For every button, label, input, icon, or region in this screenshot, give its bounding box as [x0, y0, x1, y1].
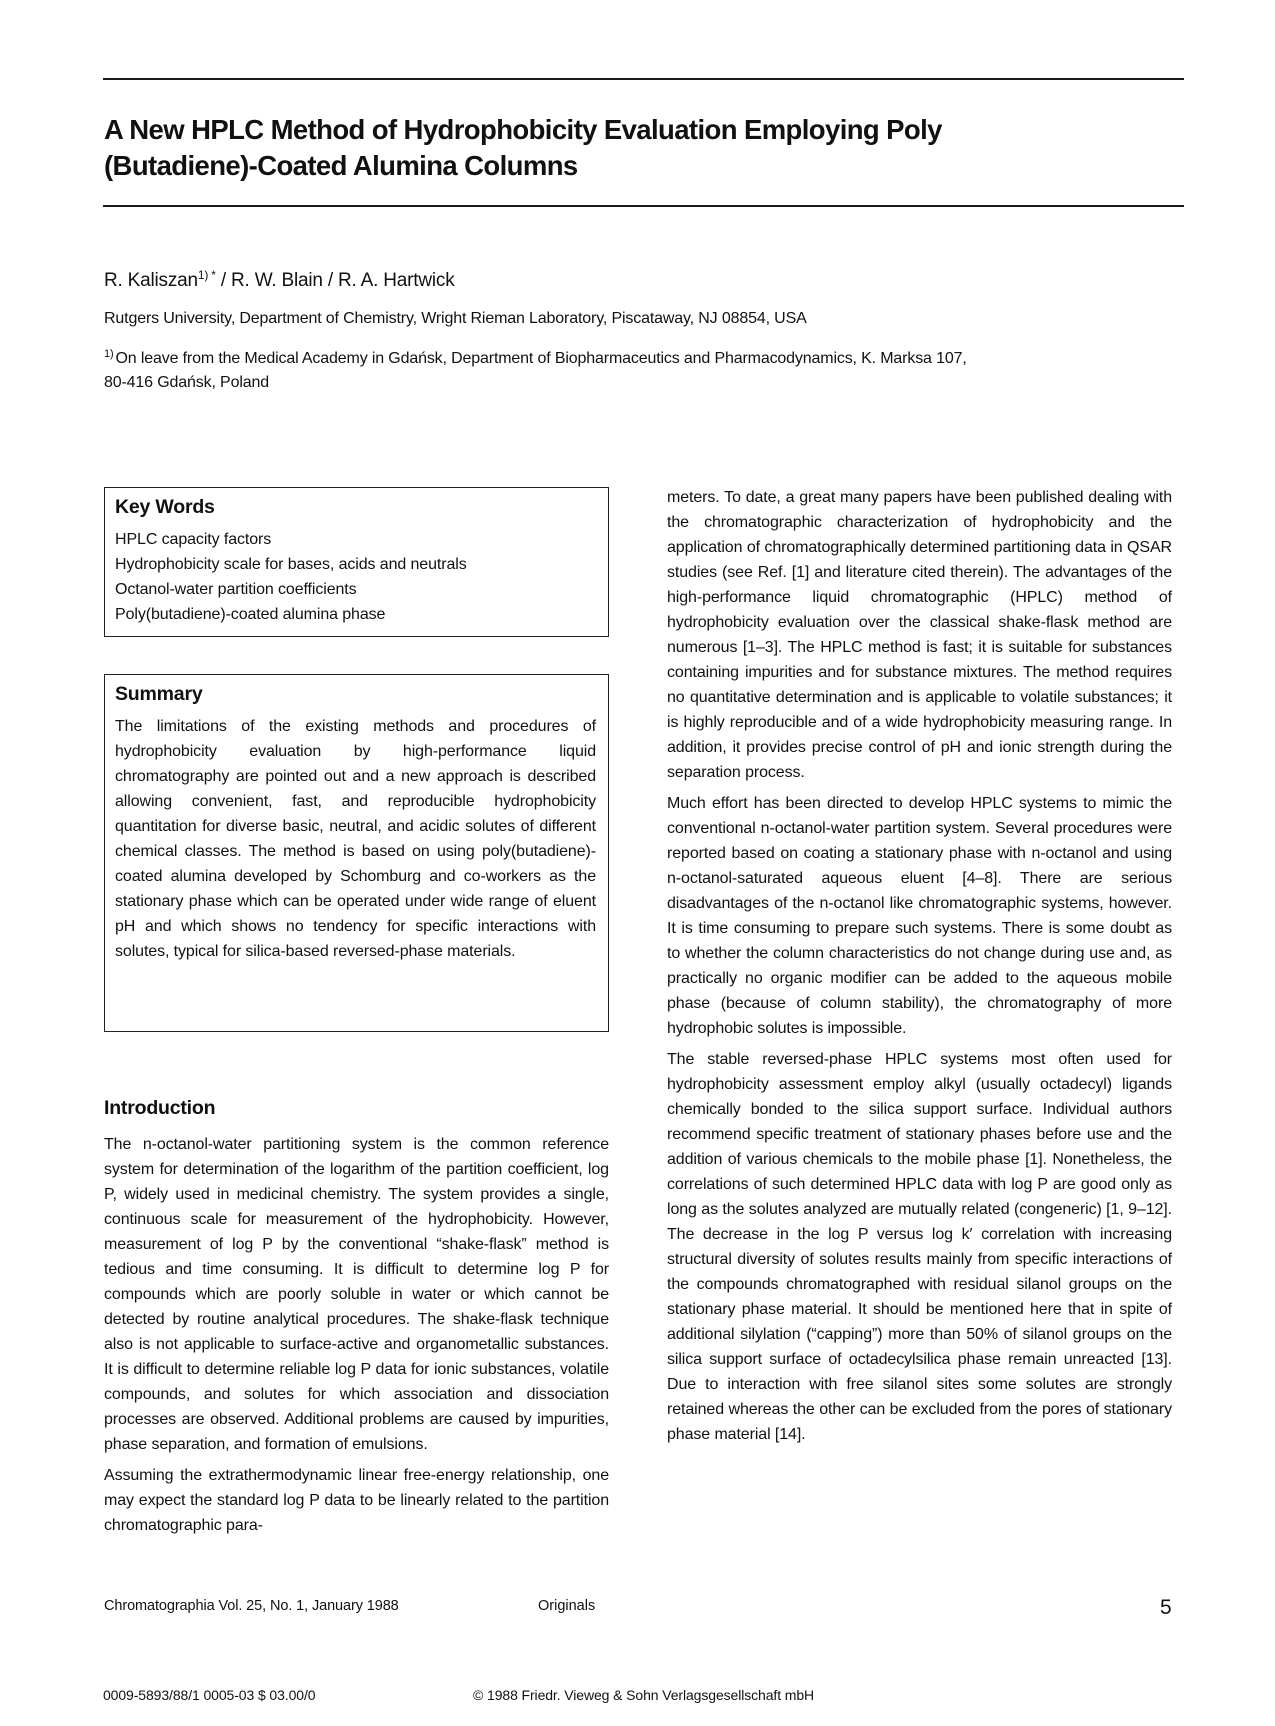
keyword-item: Poly(butadiene)-coated alumina phase: [115, 606, 386, 623]
title-line-2: (Butadiene)-Coated Alumina Columns: [104, 150, 578, 181]
title-bottom-rule: [103, 205, 1184, 207]
first-author: R. Kaliszan: [104, 270, 198, 291]
article-title: [104, 112, 1164, 184]
author-footnote-mark: 1) *: [197, 268, 216, 282]
keyword-item: Hydrophobicity scale for bases, acids and neutrals: [115, 556, 467, 573]
page-number: 5: [1160, 1596, 1172, 1619]
keywords-heading: Key Words: [115, 496, 215, 518]
journal-citation: Chromatographia Vol. 25, No. 1, January 1988: [104, 1598, 399, 1614]
footnote-line-1: On leave from the Medical Academy in Gdańsk, Department of Biopharmaceutics and Pharmacodynamics, K. Marksa 107,: [115, 350, 967, 367]
left-column: [104, 1132, 609, 1544]
keywords-box: [104, 487, 609, 637]
other-authors: / R. W. Blain / R. A. Hartwick: [215, 270, 455, 291]
keyword-item: Octanol-water partition coefficients: [115, 581, 357, 598]
summary-text: The limitations of the existing methods and procedures of hydrophobicity evaluation by high-performance liquid chromatography are pointed out and a new approach is described allowing convenient, fast, and reproducible hydrophobicity quantitation for diverse basic, neutral, and acidic solutes of different chemical classes. The method is based on using poly(butadiene)-coated alumina developed by Schomburg and co-workers as the stationary phase which can be operated under wide range of eluent pH and which shows no tendency for specific interactions with solutes, typical for silica-based reversed-phase materials.: [115, 718, 596, 960]
affiliation-footnote: [104, 342, 1184, 395]
copyright-notice: © 1988 Friedr. Vieweg & Sohn Verlagsgesellschaft mbH: [473, 1687, 815, 1703]
right-paragraph-1: meters. To date, a great many papers have been published dealing with the chromatographic characterization of hydrophobicity and the application of chromatographically determined partitioning data in QSAR studies (see Ref. [1] and literature cited therein). The advantages of the high-performance liquid chromatographic (HPLC) method of hydrophobicity evaluation over the classical shake-flask method are numerous [1–3]. The HPLC method is fast; it is suitable for substances containing impurities and for substance mixtures. The method requires no quantitative determination and is applicable to volatile substances; it is highly reproducible and of a wide hydrophobicity measuring range. In addition, it provides precise control of pH and ionic strength during the separation process.: [667, 489, 1172, 781]
intro-paragraph-1: The n-octanol-water partitioning system is the common reference system for determination of the logarithm of the partition coefficient, log P, widely used in medicinal chemistry. The system provides a single, continuous scale for measurement of the hydrophobicity. However, measurement of log P by the conventional “shake-flask” method is tedious and time consuming. It is difficult to determine log P for compounds which are poorly soluble in water or which cannot be detected by routine analytical procedures. The shake-flask technique also is not applicable to surface-active and organometallic substances. It is difficult to determine reliable log P data for ionic substances, volatile compounds, and solutes for which association and dissociation processes are observed. Additional problems are caused by impurities, phase separation, and formation of emulsions.: [104, 1136, 609, 1453]
summary-box: [104, 674, 609, 1032]
section-label: Originals: [538, 1598, 596, 1614]
author-list: [104, 268, 455, 292]
introduction-heading: Introduction: [104, 1097, 216, 1119]
footnote-mark: 1): [104, 348, 114, 360]
summary-heading: Summary: [115, 683, 203, 705]
keyword-item: HPLC capacity factors: [115, 531, 272, 548]
top-rule: [103, 78, 1184, 80]
issn-code: 0009-5893/88/1 0005-03 $ 03.00/0: [103, 1687, 316, 1703]
right-paragraph-2: Much effort has been directed to develop HPLC systems to mimic the conventional n-octanol-water partition system. Several procedures were reported based on coating a stationary phase with n-octanol and using n-octanol-saturated aqueous eluent [4–8]. There are serious disadvantages of the n-octanol like chromatographic systems, however. It is time consuming to prepare such systems. There is some doubt as to whether the column characteristics do not change during use and, as practically no organic modifier can be added to the aqueous mobile phase (because of column stability), the chromatography of more hydrophobic solutes is impossible.: [667, 795, 1172, 1037]
intro-paragraph-2: Assuming the extrathermodynamic linear free-energy relationship, one may expect the standard log P data to be linearly related to the partition chromatographic para-: [104, 1467, 609, 1534]
title-line-1: A New HPLC Method of Hydrophobicity Evaluation Employing Poly: [104, 114, 942, 145]
right-column: [667, 485, 1172, 1453]
right-paragraph-3: The stable reversed-phase HPLC systems most often used for hydrophobicity assessment employ alkyl (usually octadecyl) ligands chemically bonded to the silica support surface. Individual authors recommend specific treatment of stationary phases before use and the addition of various chemicals to the mobile phase [1]. Nonetheless, the correlations of such determined HPLC data with log P are good only as long as the solutes analyzed are mutually related (congeneric) [1, 9–12]. The decrease in the log P versus log k′ correlation with increasing structural diversity of solutes results mainly from specific interactions of the compounds chromatographed with residual silanol groups on the stationary phase material. It should be mentioned here that in spite of additional silylation (“capping”) more than 50% of silanol groups on the silica support surface of octadecylsilica phase remain unreacted [13]. Due to interaction with free silanol sites some solutes are strongly retained whereas the other can be excluded from the pores of stationary phase material [14].: [667, 1051, 1172, 1443]
affiliation: Rutgers University, Department of Chemistry, Wright Rieman Laboratory, Piscataway, NJ 08854, USA: [104, 310, 807, 327]
footnote-line-2: 80-416 Gdańsk, Poland: [104, 374, 269, 391]
